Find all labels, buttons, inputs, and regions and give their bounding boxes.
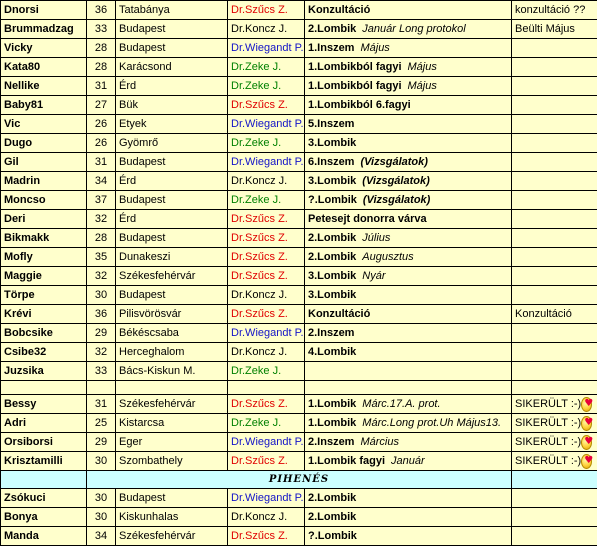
heart-smiley-icon (581, 397, 592, 412)
status-detail: Május (408, 61, 437, 73)
cell-name[interactable]: Kata80 (1, 58, 87, 77)
cell-status[interactable] (305, 343, 512, 362)
cell-note[interactable] (512, 489, 597, 508)
cell-doctor[interactable]: Dr.Szűcs Z. (228, 527, 305, 546)
cell-age[interactable]: 29 (87, 433, 116, 452)
status-detail: Augusztus (362, 251, 413, 263)
cell-status[interactable] (305, 58, 512, 77)
cell-note[interactable] (512, 362, 597, 381)
cell-note[interactable] (512, 395, 597, 414)
cell-city[interactable]: Tatabánya (116, 1, 228, 20)
cell-city[interactable]: Székesfehérvár (116, 527, 228, 546)
status-detail: Márc.Long prot.Uh Május13. (362, 417, 501, 429)
cell-doctor[interactable]: Dr.Zeke J. (228, 191, 305, 210)
status-main: ?.Lombik (308, 194, 357, 206)
cell-note[interactable] (512, 286, 597, 305)
cell-note[interactable] (512, 414, 597, 433)
cell-doctor[interactable]: Dr.Szűcs Z. (228, 267, 305, 286)
cell-status[interactable] (305, 452, 512, 471)
cell-note[interactable] (512, 172, 597, 191)
cell-city[interactable]: Budapest (116, 191, 228, 210)
note-text: SIKERÜLT :-) (515, 453, 581, 469)
cell-doctor[interactable]: Dr.Szűcs Z. (228, 452, 305, 471)
table-row (1, 305, 597, 324)
status-detail: (Vizsgálatok) (362, 175, 429, 187)
status-main: 2.Lombik (308, 232, 356, 244)
status-detail: Január (391, 455, 425, 467)
note-text: SIKERÜLT :-) (515, 434, 581, 450)
cell-age[interactable]: 32 (87, 267, 116, 286)
status-main: ?.Lombik (308, 530, 357, 542)
status-main: Petesejt donorra várva (308, 213, 427, 225)
cell-status[interactable] (305, 324, 512, 343)
cell-status[interactable] (305, 508, 512, 527)
cell-doctor[interactable]: Dr.Wiegandt P. (228, 433, 305, 452)
cell-doctor[interactable]: Dr.Koncz J. (228, 508, 305, 527)
status-detail: Január Long protokol (362, 23, 465, 35)
note-content (515, 2, 594, 18)
status-main: 1.Inszem (308, 42, 354, 54)
note-content (515, 21, 594, 37)
status-main: 1.Lombik fagyi (308, 455, 385, 467)
status-detail: Május (408, 80, 437, 92)
note-content (515, 415, 594, 431)
table-row (1, 343, 597, 362)
table-row (1, 489, 597, 508)
cell-city[interactable]: Etyek (116, 115, 228, 134)
empty-cell[interactable] (512, 471, 597, 489)
cell-city[interactable]: Székesfehérvár (116, 267, 228, 286)
cell-note[interactable] (512, 39, 597, 58)
status-main: 2.Inszem (308, 436, 354, 448)
cell-doctor[interactable]: Dr.Szűcs Z. (228, 96, 305, 115)
table-row (1, 433, 597, 452)
cell-status[interactable] (305, 134, 512, 153)
section-title: PIHENÉS (269, 474, 329, 485)
cell-name[interactable]: Mofly (1, 248, 87, 267)
table-row (1, 527, 597, 546)
cell-note[interactable] (512, 343, 597, 362)
cell-status[interactable] (305, 395, 512, 414)
status-detail: Nyár (362, 270, 385, 282)
cell-name[interactable]: Baby81 (1, 96, 87, 115)
status-main: 3.Lombik (308, 175, 356, 187)
note-content (515, 396, 594, 412)
cell-age[interactable]: 33 (87, 20, 116, 39)
cell-age[interactable]: 34 (87, 527, 116, 546)
status-main: 1.Lombikból fagyi (308, 80, 402, 92)
cell-status[interactable] (305, 527, 512, 546)
status-main: 1.Lombik (308, 398, 356, 410)
status-main: 1.Lombikból fagyi (308, 61, 402, 73)
cell-city[interactable]: Érd (116, 210, 228, 229)
spacer-row (1, 381, 597, 395)
table-row (1, 414, 597, 433)
cell-age[interactable]: 26 (87, 134, 116, 153)
cell-status[interactable] (305, 229, 512, 248)
table-row (1, 210, 597, 229)
note-content (515, 434, 594, 450)
cell-doctor[interactable]: Dr.Wiegandt P. (228, 324, 305, 343)
cell-name[interactable]: Gil (1, 153, 87, 172)
status-main: Konzultáció (308, 4, 370, 16)
cell-age[interactable]: 28 (87, 39, 116, 58)
heart-smiley-icon (581, 416, 592, 431)
cell-note[interactable] (512, 153, 597, 172)
cell-age[interactable]: 28 (87, 58, 116, 77)
status-main: 2.Lombik (308, 492, 356, 504)
cell-note[interactable] (512, 508, 597, 527)
cell-age[interactable]: 26 (87, 115, 116, 134)
note-text: SIKERÜLT :-) (515, 415, 581, 431)
cell-city[interactable]: Budapest (116, 229, 228, 248)
cell-doctor[interactable]: Dr.Zeke J. (228, 58, 305, 77)
cell-city[interactable]: Kiskunhalas (116, 508, 228, 527)
cell-name[interactable]: Nellike (1, 77, 87, 96)
cell-status[interactable] (305, 153, 512, 172)
cell-city[interactable]: Gyömrő (116, 134, 228, 153)
cell-status[interactable] (305, 115, 512, 134)
cell-doctor[interactable]: Dr.Koncz J. (228, 20, 305, 39)
empty-cell[interactable] (305, 381, 512, 395)
cell-city[interactable]: Karácsond (116, 58, 228, 77)
cell-doctor[interactable]: Dr.Koncz J. (228, 286, 305, 305)
status-main: 3.Lombik (308, 137, 356, 149)
cell-status[interactable] (305, 305, 512, 324)
cell-name[interactable]: Maggie (1, 267, 87, 286)
cell-age[interactable]: 30 (87, 489, 116, 508)
status-detail: Márc.17.A. prot. (362, 398, 440, 410)
cell-name[interactable]: Bonya (1, 508, 87, 527)
cell-note[interactable] (512, 267, 597, 286)
note-text: Konzultáció (515, 306, 572, 322)
status-detail: (Vizsgálatok) (360, 156, 427, 168)
cell-note[interactable] (512, 77, 597, 96)
cell-age[interactable]: 35 (87, 248, 116, 267)
cell-note[interactable] (512, 527, 597, 546)
status-detail: Március (360, 436, 399, 448)
cell-doctor[interactable]: Dr.Wiegandt P. (228, 153, 305, 172)
table-row (1, 77, 597, 96)
cell-city[interactable]: Budapest (116, 39, 228, 58)
table-row (1, 20, 597, 39)
cell-status[interactable] (305, 39, 512, 58)
status-main: 1.Lombikból 6.fagyi (308, 99, 411, 111)
note-content (515, 453, 594, 469)
cell-note[interactable] (512, 433, 597, 452)
cell-doctor[interactable]: Dr.Szűcs Z. (228, 248, 305, 267)
cell-status[interactable] (305, 96, 512, 115)
cell-doctor[interactable]: Dr.Szűcs Z. (228, 210, 305, 229)
cell-city[interactable]: Bük (116, 96, 228, 115)
cell-note[interactable] (512, 58, 597, 77)
table-row (1, 153, 597, 172)
cell-status[interactable] (305, 1, 512, 20)
cell-doctor[interactable]: Dr.Zeke J. (228, 77, 305, 96)
table-row (1, 452, 597, 471)
cell-note[interactable] (512, 1, 597, 20)
cell-status[interactable] (305, 267, 512, 286)
cell-city[interactable]: Dunakeszi (116, 248, 228, 267)
cell-doctor[interactable]: Dr.Szűcs Z. (228, 305, 305, 324)
table-row (1, 324, 597, 343)
cell-status[interactable] (305, 191, 512, 210)
cell-city[interactable]: Békéscsaba (116, 324, 228, 343)
empty-cell[interactable] (116, 381, 228, 395)
cell-name[interactable]: Dugo (1, 134, 87, 153)
cell-age[interactable]: 29 (87, 324, 116, 343)
cell-name[interactable]: Manda (1, 527, 87, 546)
cell-status[interactable] (305, 414, 512, 433)
cell-age[interactable]: 32 (87, 210, 116, 229)
status-main: 3.Lombik (308, 270, 356, 282)
cell-note[interactable] (512, 452, 597, 471)
cell-city[interactable]: Kistarcsa (116, 414, 228, 433)
cell-note[interactable] (512, 191, 597, 210)
cell-name[interactable]: Vic (1, 115, 87, 134)
cell-doctor[interactable]: Dr.Zeke J. (228, 414, 305, 433)
table-row (1, 286, 597, 305)
cell-note[interactable] (512, 248, 597, 267)
cell-note[interactable] (512, 115, 597, 134)
heart-smiley-icon (581, 435, 592, 450)
cell-age[interactable]: 30 (87, 508, 116, 527)
cell-city[interactable]: Herceghalom (116, 343, 228, 362)
cell-age[interactable]: 32 (87, 343, 116, 362)
cell-name[interactable]: Zsókuci (1, 489, 87, 508)
empty-cell[interactable] (512, 381, 597, 395)
note-text: konzultáció ?? (515, 2, 585, 18)
cell-age[interactable]: 28 (87, 229, 116, 248)
status-main: 4.Lombik (308, 346, 356, 358)
cell-city[interactable]: Budapest (116, 20, 228, 39)
table-row (1, 134, 597, 153)
cell-city[interactable]: Budapest (116, 489, 228, 508)
cell-status[interactable] (305, 362, 512, 381)
cell-name[interactable]: Vicky (1, 39, 87, 58)
cell-age[interactable]: 31 (87, 395, 116, 414)
cell-city[interactable]: Pilisvörösvár (116, 305, 228, 324)
cell-status[interactable] (305, 77, 512, 96)
status-main: 2.Inszem (308, 327, 354, 339)
table-row (1, 362, 597, 381)
cell-note[interactable] (512, 20, 597, 39)
cell-note[interactable] (512, 305, 597, 324)
note-text: Beülti Május (515, 21, 575, 37)
cell-name[interactable]: Bikmakk (1, 229, 87, 248)
cell-note[interactable] (512, 96, 597, 115)
empty-cell[interactable] (1, 381, 87, 395)
cell-age[interactable]: 30 (87, 452, 116, 471)
cell-doctor[interactable]: Dr.Koncz J. (228, 172, 305, 191)
table-row (1, 115, 597, 134)
table-row (1, 1, 597, 20)
cell-name[interactable]: Csibe32 (1, 343, 87, 362)
cell-name[interactable]: Törpe (1, 286, 87, 305)
cell-age[interactable]: 27 (87, 96, 116, 115)
table-row (1, 39, 597, 58)
table-body (1, 1, 597, 546)
cell-name[interactable]: Dnorsi (1, 1, 87, 20)
cell-city[interactable]: Budapest (116, 286, 228, 305)
cell-name[interactable]: Madrin (1, 172, 87, 191)
empty-cell[interactable] (1, 471, 87, 489)
cell-age[interactable]: 31 (87, 77, 116, 96)
cell-name[interactable]: Bobcsike (1, 324, 87, 343)
table-row (1, 191, 597, 210)
cell-doctor[interactable]: Dr.Szűcs Z. (228, 229, 305, 248)
cell-name[interactable]: Bessy (1, 395, 87, 414)
cell-age[interactable]: 33 (87, 362, 116, 381)
status-main: 2.Lombik (308, 251, 356, 263)
note-content (515, 306, 594, 322)
status-main: 1.Lombik (308, 417, 356, 429)
status-main: Konzultáció (308, 308, 370, 320)
status-detail: (Vizsgálatok) (363, 194, 430, 206)
table-row (1, 508, 597, 527)
cell-age[interactable]: 34 (87, 172, 116, 191)
table-row (1, 267, 597, 286)
cell-city[interactable]: Eger (116, 433, 228, 452)
empty-cell[interactable] (228, 381, 305, 395)
cell-city[interactable]: Szombathely (116, 452, 228, 471)
cell-age[interactable]: 30 (87, 286, 116, 305)
cell-status[interactable] (305, 489, 512, 508)
heart-smiley-icon (581, 454, 592, 469)
status-detail: Május (360, 42, 389, 54)
cell-doctor[interactable]: Dr.Szűcs Z. (228, 1, 305, 20)
cell-note[interactable] (512, 229, 597, 248)
cell-status[interactable] (305, 286, 512, 305)
cell-age[interactable]: 37 (87, 191, 116, 210)
note-text: SIKERÜLT :-) (515, 396, 581, 412)
status-main: 2.Lombik (308, 23, 356, 35)
cell-status[interactable] (305, 172, 512, 191)
cell-note[interactable] (512, 134, 597, 153)
section-row-pihenes (1, 471, 597, 489)
cell-note[interactable] (512, 210, 597, 229)
table-row (1, 58, 597, 77)
cell-name[interactable]: Krévi (1, 305, 87, 324)
table-row (1, 395, 597, 414)
cell-name[interactable]: Juzsika (1, 362, 87, 381)
cell-doctor[interactable]: Dr.Zeke J. (228, 362, 305, 381)
cell-city[interactable]: Bács-Kiskun M. (116, 362, 228, 381)
table-row (1, 248, 597, 267)
status-main: 6.Inszem (308, 156, 354, 168)
cell-city[interactable]: Budapest (116, 153, 228, 172)
cell-city[interactable]: Érd (116, 172, 228, 191)
cell-age[interactable]: 36 (87, 1, 116, 20)
cell-name[interactable]: Deri (1, 210, 87, 229)
status-main: 5.Inszem (308, 118, 354, 130)
status-main: 3.Lombik (308, 289, 356, 301)
status-main: 2.Lombik (308, 511, 356, 523)
cell-doctor[interactable]: Dr.Wiegandt P. (228, 39, 305, 58)
cell-name[interactable]: Adri (1, 414, 87, 433)
table-row (1, 229, 597, 248)
cell-name[interactable]: Moncso (1, 191, 87, 210)
cell-age[interactable]: 36 (87, 305, 116, 324)
cell-city[interactable]: Érd (116, 77, 228, 96)
table-row (1, 172, 597, 191)
cell-doctor[interactable]: Dr.Zeke J. (228, 134, 305, 153)
cell-doctor[interactable]: Dr.Szűcs Z. (228, 395, 305, 414)
cell-note[interactable] (512, 324, 597, 343)
section-title-cell (87, 471, 512, 489)
cell-doctor[interactable]: Dr.Wiegandt P. (228, 115, 305, 134)
cell-doctor[interactable]: Dr.Koncz J. (228, 343, 305, 362)
table-row (1, 96, 597, 115)
empty-cell[interactable] (87, 381, 116, 395)
cell-status[interactable] (305, 433, 512, 452)
cell-status[interactable] (305, 20, 512, 39)
cell-age[interactable]: 31 (87, 153, 116, 172)
status-detail: Július (362, 232, 390, 244)
cell-name[interactable]: Orsiborsi (1, 433, 87, 452)
cell-age[interactable]: 25 (87, 414, 116, 433)
cell-doctor[interactable]: Dr.Wiegandt P. (228, 489, 305, 508)
cell-status[interactable] (305, 210, 512, 229)
cell-name[interactable]: Krisztamilli (1, 452, 87, 471)
cell-city[interactable]: Székesfehérvár (116, 395, 228, 414)
cell-status[interactable] (305, 248, 512, 267)
cell-name[interactable]: Brummadzag (1, 20, 87, 39)
